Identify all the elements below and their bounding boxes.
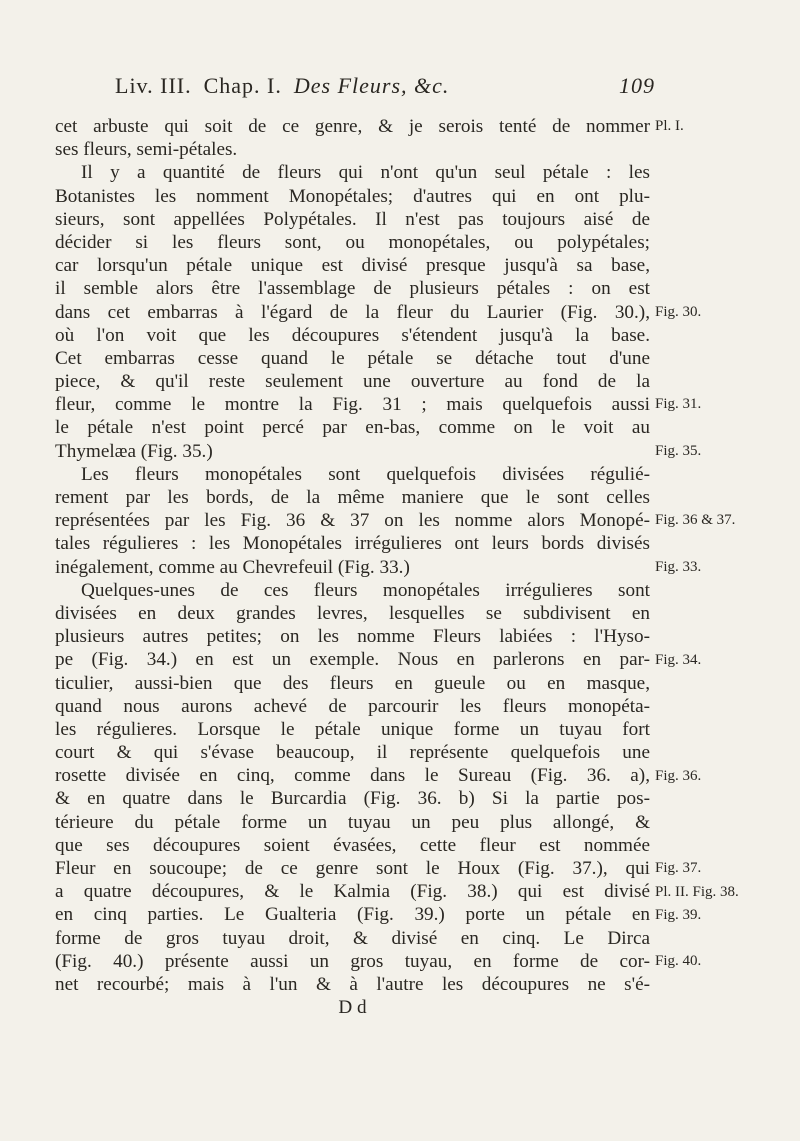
text-line: en cinq parties. Le Gualteria (Fig. 39.) porte un pétale en: [55, 904, 650, 926]
margin-note: Fig. 39.: [655, 906, 702, 923]
text-line: cet arbuste qui soit de ce genre, & je serois tenté de nommer: [55, 116, 650, 137]
text-line: a quatre découpures, & le Kalmia (Fig. 38.) qui est divisé: [55, 881, 650, 903]
text-line: que ses découpures soient évasées, cette fleur est nommée: [55, 834, 650, 856]
margin-note: Pl. II. Fig. 38.: [655, 883, 739, 900]
text-line: net recourbé; mais à l'un & à l'autre les découpures ne s'é-: [55, 973, 650, 995]
text-line: & en quatre dans le Burcardia (Fig. 36. b) Si la partie pos-: [55, 788, 650, 810]
text-line: rement par les bords, de la même maniere que le sont celles: [55, 487, 650, 508]
text-line: ses fleurs, semi-pétales.: [55, 139, 238, 161]
text-line: térieure du pétale forme un tuyau un peu plus allongé, &: [55, 811, 650, 833]
text-line: sieurs, sont appellées Polypétales. Il n'est pas toujours aisé de: [55, 208, 650, 230]
text-line: le pétale n'est point percé par en-bas, comme on le voit au: [55, 417, 650, 439]
text-line: plusieurs autres petites; on les nomme Fleurs labiées : l'Hyso-: [55, 626, 650, 648]
text-line: Les fleurs monopétales sont quelquefois divisées régulié-: [81, 463, 650, 485]
text-line: Botanistes les nomment Monopétales; d'autres qui en ont plu-: [55, 185, 650, 207]
text-line: Il y a quantité de fleurs qui n'ont qu'un seul pétale : les: [81, 162, 650, 184]
text-line: Thymelæa (Fig. 35.): [55, 440, 213, 462]
margin-note: Fig. 34.: [655, 651, 702, 668]
text-line: quand nous aurons achevé de parcourir les fleurs monopéta-: [55, 695, 650, 717]
margin-note: Fig. 36 & 37.: [655, 512, 736, 529]
signature-mark: D d: [338, 997, 367, 1019]
text-line: inégalement, comme au Chevrefeuil (Fig. 33.): [55, 556, 410, 578]
text-line: rosette divisée en cinq, comme dans le Sureau (Fig. 36. a),: [55, 765, 650, 787]
text-line: Cet embarras cesse quand le pétale se détache tout d'une: [55, 347, 650, 369]
text-line: tales régulieres : les Monopétales irrégulieres ont leurs bords divisés: [55, 533, 650, 555]
text-line: il semble alors être l'assemblage de plusieurs pétales : on est: [55, 278, 650, 300]
text-line: Fleur en soucoupe; de ce genre sont le Houx (Fig. 37.), qui: [55, 858, 650, 879]
margin-note: Fig. 31.: [655, 396, 702, 413]
margin-note: Fig. 30.: [655, 303, 702, 320]
body-text: [55, 115, 650, 1019]
text-line: forme de gros tuyau droit, & divisé en cinq. Le Dirca: [55, 927, 650, 949]
book-number: Liv. III.: [115, 73, 192, 98]
text-line: pe (Fig. 34.) en est un exemple. Nous en parlerons en par-: [55, 649, 650, 671]
text-line: divisées en deux grandes levres, lesquelles se subdivisent en: [55, 602, 650, 624]
text-line: décider si les fleurs sont, ou monopétales, ou polypétales;: [55, 231, 650, 253]
margin-note: Fig. 33.: [655, 558, 702, 575]
text-line: (Fig. 40.) présente aussi un gros tuyau, en forme de cor-: [55, 950, 650, 972]
page-number: 109: [619, 73, 655, 98]
text-line: dans cet embarras à l'égard de la fleur du Laurier (Fig. 30.),: [55, 301, 650, 323]
text-line: car lorsqu'un pétale unique est divisé presque jusqu'à sa base,: [55, 255, 650, 277]
text-line: court & qui s'évase beaucoup, il représente quelquefois une: [55, 742, 650, 764]
text-line: fleur, comme le montre la Fig. 31 ; mais quelquefois aussi: [55, 394, 650, 416]
text-line: Quelques-unes de ces fleurs monopétales irrégulieres sont: [81, 579, 650, 601]
chapter-number: Chap. I.: [203, 73, 282, 98]
text-line: ticulier, aussi-bien que des fleurs en gueule ou en masque,: [55, 672, 650, 694]
margin-note: Fig. 35.: [655, 442, 702, 459]
text-line: représentées par les Fig. 36 & 37 on les nomme alors Monopé-: [55, 510, 650, 532]
margin-note: Fig. 37.: [655, 860, 702, 877]
margin-note: Fig. 40.: [655, 953, 702, 970]
margin-note: Fig. 36.: [655, 767, 702, 784]
text-line: piece, & qu'il reste seulement une ouverture au fond de la: [55, 371, 650, 393]
margin-note: Pl. I.: [655, 118, 684, 134]
text-line: les régulieres. Lorsque le pétale unique forme un tuyau fort: [55, 718, 650, 740]
text-line: où l'on voit que les découpures s'étendent jusqu'à la base.: [55, 324, 650, 346]
chapter-title: Des Fleurs, &c.: [293, 73, 450, 98]
running-header: [115, 73, 655, 109]
